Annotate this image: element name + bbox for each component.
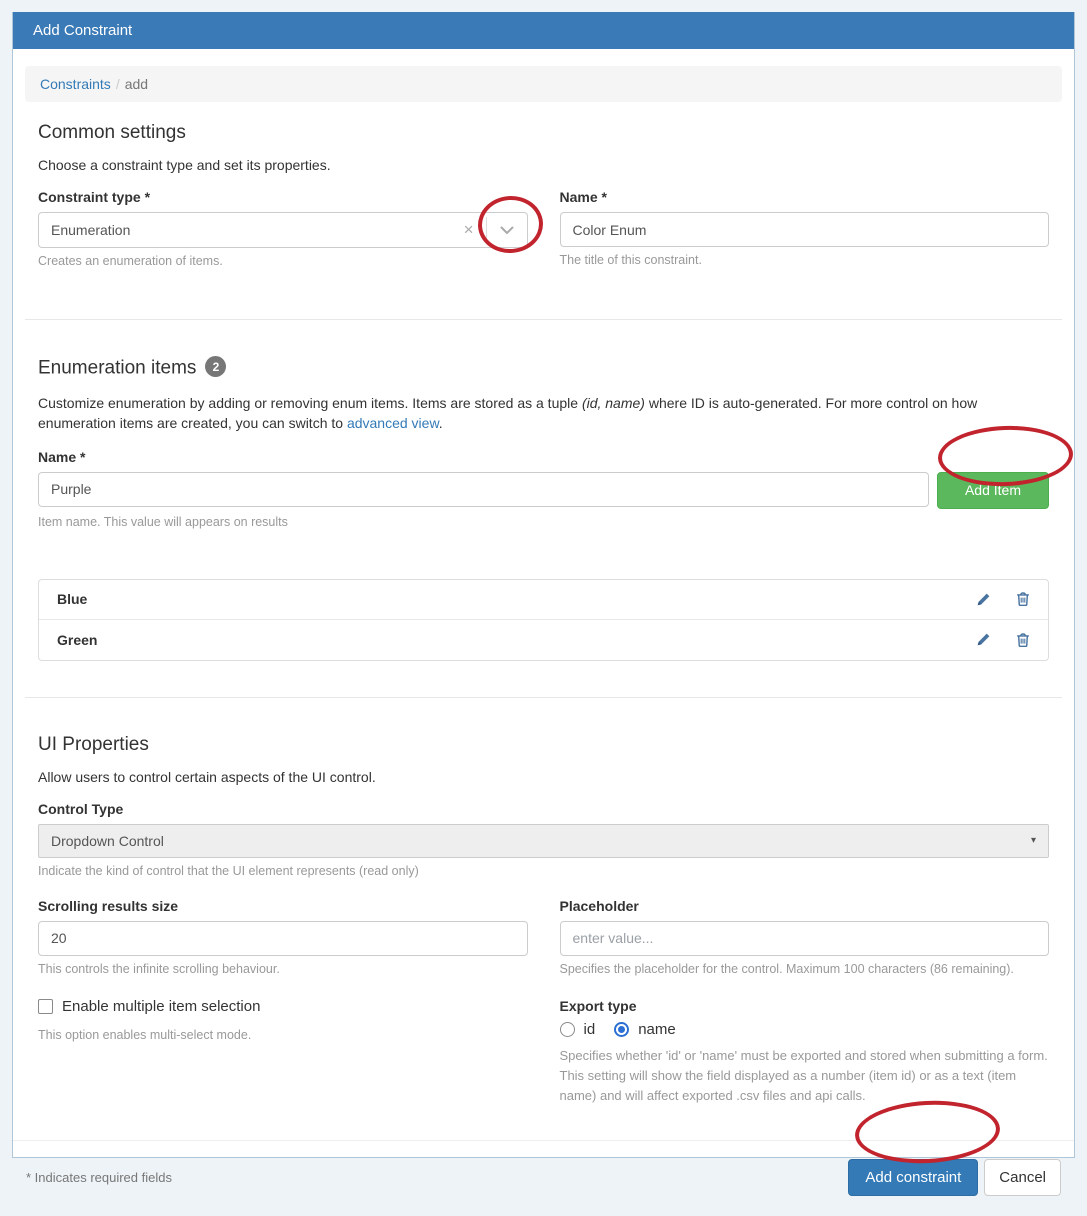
divider xyxy=(25,697,1062,698)
enum-item-row xyxy=(39,620,1048,660)
cancel-button[interactable]: Cancel xyxy=(984,1159,1061,1196)
item-name-label: Name * xyxy=(38,448,86,465)
breadcrumb-constraints-link[interactable]: Constraints xyxy=(40,76,111,92)
control-type-value: Dropdown Control xyxy=(51,832,164,849)
name-input[interactable] xyxy=(560,212,1050,247)
control-type-help: Indicate the kind of control that the UI element represents (read only) xyxy=(38,863,419,878)
placeholder-input[interactable] xyxy=(560,921,1050,956)
multiple-selection-checkbox[interactable] xyxy=(38,999,53,1014)
export-type-help: Specifies whether 'id' or 'name' must be exported and stored when submitting a form. This setting will show the field displayed as a number (item id) or as a text (item name) and will affect exported .csv files and api calls. xyxy=(559,1047,1048,1103)
breadcrumb-separator: / xyxy=(115,76,120,92)
ui-properties-section xyxy=(25,734,1062,1106)
scrolling-size-help: This controls the infinite scrolling behaviour. xyxy=(38,961,280,976)
constraint-type-label: Constraint type * xyxy=(38,189,151,205)
placeholder-label: Placeholder xyxy=(559,897,639,914)
item-name-help: Item name. This value will appears on results xyxy=(38,514,288,529)
item-count-badge: 2 xyxy=(205,356,226,377)
edit-item-button[interactable] xyxy=(973,629,994,650)
pencil-icon xyxy=(975,596,992,611)
enum-items-list xyxy=(38,579,1049,661)
export-name-label[interactable]: name xyxy=(638,1020,676,1038)
panel-footer xyxy=(13,1141,1074,1216)
breadcrumb xyxy=(25,66,1062,102)
enum-item-row xyxy=(39,580,1048,620)
chevron-down-icon[interactable] xyxy=(487,226,527,235)
delete-item-button[interactable] xyxy=(1012,629,1034,651)
caret-down-icon: ▾ xyxy=(1030,835,1036,846)
enum-item-name: Green xyxy=(57,631,98,648)
add-item-button[interactable]: Add Item xyxy=(937,472,1049,509)
multiple-selection-help: This option enables multi-select mode. xyxy=(38,1027,252,1042)
enumeration-items-section xyxy=(25,356,1062,661)
export-id-label[interactable]: id xyxy=(583,1020,596,1038)
common-settings-title: Common settings xyxy=(38,122,186,143)
divider xyxy=(25,319,1062,320)
control-type-select xyxy=(38,824,1049,858)
advanced-view-link[interactable]: advanced view xyxy=(346,414,439,431)
name-help: The title of this constraint. xyxy=(559,253,702,267)
constraint-type-value: Enumeration xyxy=(51,222,131,238)
placeholder-help: Specifies the placeholder for the control. Maximum 100 characters (86 remaining). xyxy=(559,961,1014,976)
control-type-label: Control Type xyxy=(38,800,124,817)
panel-content xyxy=(13,49,1074,1106)
add-constraint-panel xyxy=(12,12,1075,1186)
panel-title: Add Constraint xyxy=(13,12,1074,49)
common-settings-section xyxy=(25,122,1062,283)
enum-item-name: Blue xyxy=(57,591,88,607)
ui-properties-title: UI Properties xyxy=(38,733,149,755)
add-constraint-button[interactable]: Add constraint xyxy=(848,1159,978,1196)
breadcrumb-current: add xyxy=(124,76,149,92)
scrolling-size-input[interactable] xyxy=(38,921,528,956)
multiple-selection-label[interactable]: Enable multiple item selection xyxy=(62,997,261,1015)
required-fields-note: * Indicates required fields xyxy=(26,1169,172,1185)
trash-icon xyxy=(1014,596,1032,611)
edit-item-button[interactable] xyxy=(973,589,994,610)
export-name-radio[interactable] xyxy=(614,1022,629,1037)
constraint-type-select[interactable] xyxy=(38,212,528,248)
ui-properties-description: Allow users to control certain aspects of the UI control. xyxy=(38,768,376,785)
clear-selection-icon[interactable]: × xyxy=(463,220,474,239)
export-type-label: Export type xyxy=(559,997,637,1014)
enumeration-items-description: Customize enumeration by adding or removing enum items. Items are stored as a tuple (id, name) where ID is auto-generated. For more control on how enumeration items are created, you can switch to advanced view. xyxy=(38,394,978,431)
delete-item-button[interactable] xyxy=(1012,588,1034,610)
enumeration-items-title: Enumeration items 2 xyxy=(38,356,1049,380)
export-id-radio[interactable] xyxy=(560,1022,575,1037)
name-label: Name * xyxy=(559,189,607,205)
pencil-icon xyxy=(975,636,992,651)
scrolling-size-label: Scrolling results size xyxy=(38,897,179,914)
item-name-input[interactable] xyxy=(38,472,929,507)
trash-icon xyxy=(1014,637,1032,652)
constraint-type-help: Creates an enumeration of items. xyxy=(38,254,223,268)
common-settings-description: Choose a constraint type and set its properties. xyxy=(38,157,331,173)
